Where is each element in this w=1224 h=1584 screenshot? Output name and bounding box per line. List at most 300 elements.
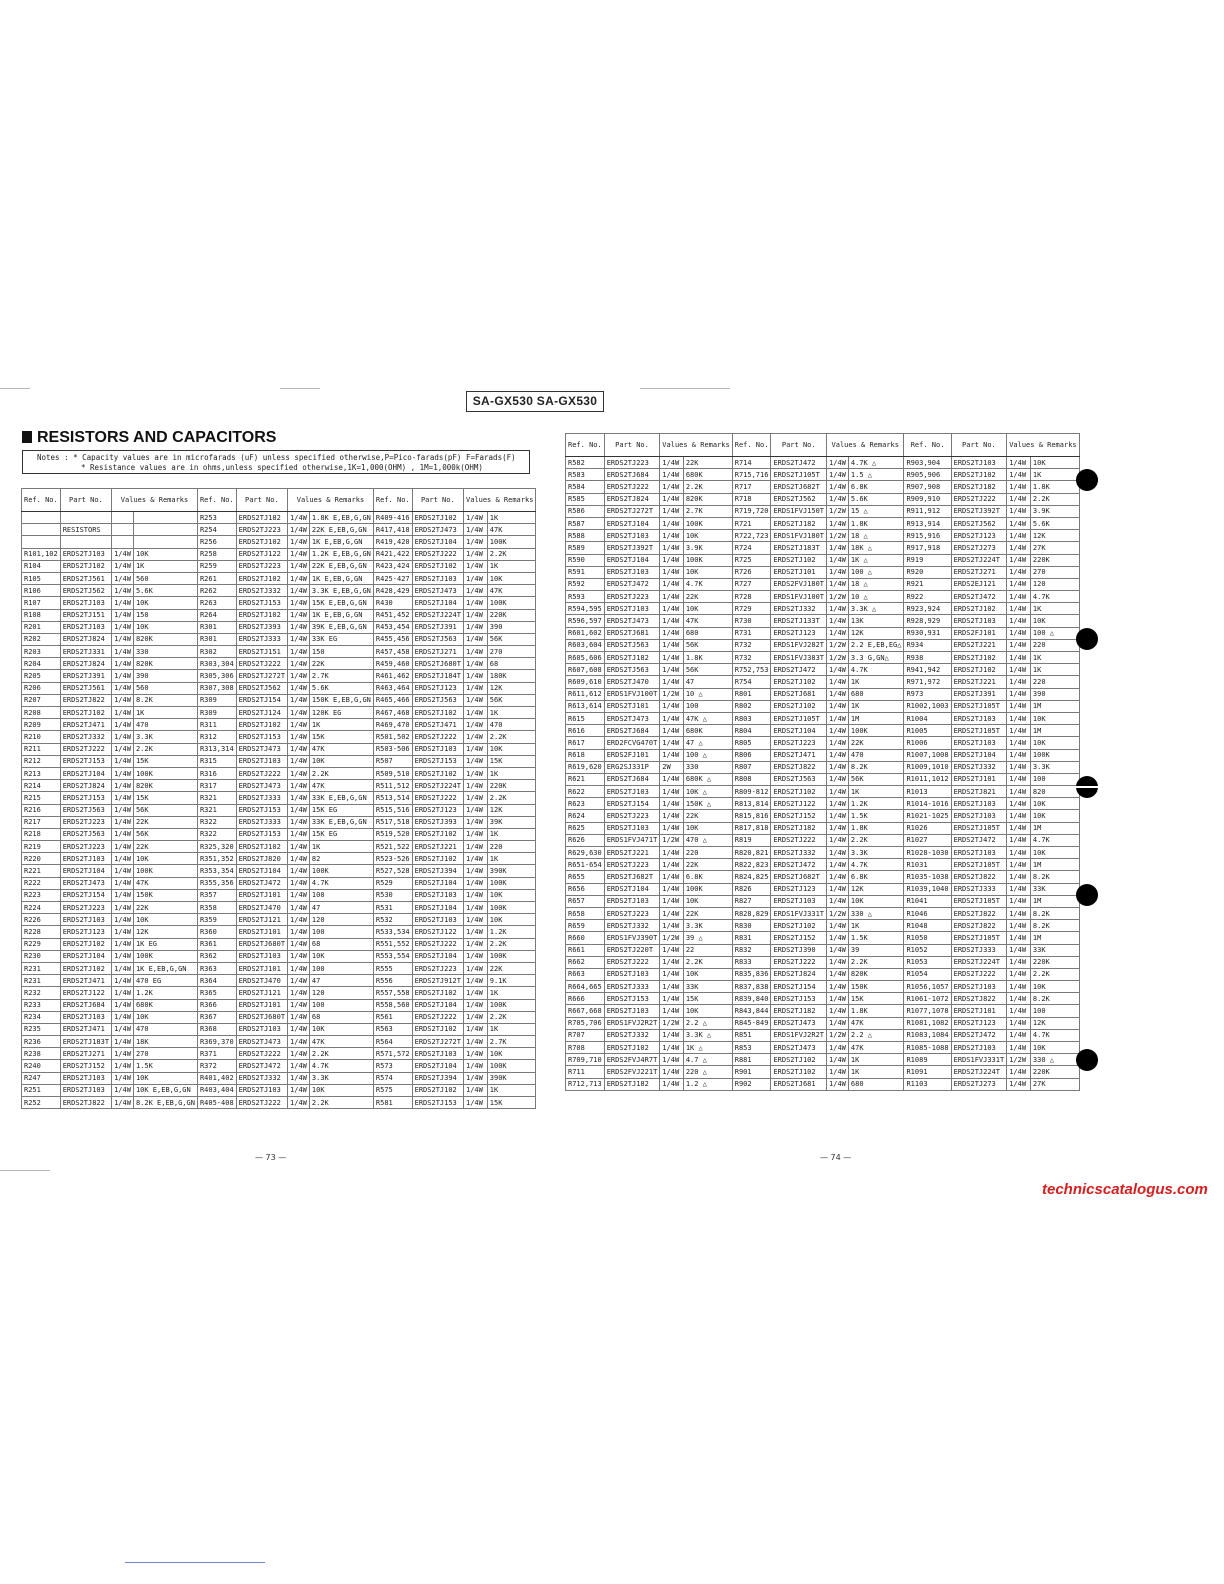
value-cell: 33K E,EB,G,GN <box>309 792 373 804</box>
wattage-cell: 1/4W <box>288 1023 310 1035</box>
part-no-cell: ERDS2TJ103 <box>951 810 1007 822</box>
ref-no-cell: R728 <box>732 591 771 603</box>
ref-no-cell: R321 <box>197 804 236 816</box>
ref-no-cell: R305,306 <box>197 670 236 682</box>
value-cell: 1.2K <box>133 987 197 999</box>
value-cell: 8.2K <box>1030 920 1079 932</box>
wattage-cell: 1/4W <box>112 1011 134 1023</box>
wattage-cell: 1/4W <box>288 950 310 962</box>
part-no-cell: ERDS2TJ105T <box>951 700 1007 712</box>
value-cell: 100K <box>487 950 536 962</box>
wattage-cell: 1/4W <box>827 1054 849 1066</box>
value-cell: 3.9K <box>1030 505 1079 517</box>
ref-no-cell: R583 <box>566 469 605 481</box>
value-cell: 12K <box>848 627 904 639</box>
ref-no-cell: R666 <box>566 993 605 1005</box>
wattage-cell: 1/4W <box>288 707 310 719</box>
part-no-cell: ERDS2TJ103 <box>412 914 463 926</box>
ref-no-cell: R917,918 <box>904 542 951 554</box>
value-cell: 3.9K <box>683 542 732 554</box>
part-no-cell: ERDS2FVJ4R7T <box>604 1054 660 1066</box>
table-row <box>566 493 1080 505</box>
wattage-cell: 1/4W <box>463 743 487 755</box>
table-row <box>22 560 536 572</box>
table-row <box>22 682 536 694</box>
wattage-cell: 1/4W <box>1007 932 1031 944</box>
ref-no-cell: R629,630 <box>566 847 605 859</box>
ref-no-cell: R105 <box>22 572 61 584</box>
part-no-cell: ERDS1FVJ100T <box>604 688 660 700</box>
ref-no-cell: R1091 <box>904 1066 951 1078</box>
table-row <box>566 700 1080 712</box>
value-cell: 8.2K <box>1030 871 1079 883</box>
wattage-cell: 1/4W <box>112 914 134 926</box>
wattage-cell: 1/4W <box>288 1048 310 1060</box>
value-cell: 47K <box>683 615 732 627</box>
table-row <box>566 761 1080 773</box>
ref-no-cell: R229 <box>22 938 61 950</box>
part-no-cell: ERDS2TJ472 <box>236 1060 287 1072</box>
ref-no-cell: R204 <box>22 658 61 670</box>
ref-no-cell: R513,514 <box>373 792 412 804</box>
part-no-cell: ERDS2TJ223 <box>60 816 111 828</box>
value-cell <box>133 536 197 548</box>
part-no-cell: ERDS2TJ101 <box>236 962 287 974</box>
wattage-cell: 1/4W <box>112 780 134 792</box>
ref-no-cell: R923,924 <box>904 603 951 615</box>
value-cell: 10K △ <box>683 786 732 798</box>
ref-no-cell: R530 <box>373 889 412 901</box>
value-cell: 18 △ <box>848 578 904 590</box>
part-no-cell: ERDS2TJ563 <box>60 804 111 816</box>
ref-no-cell: R231 <box>22 962 61 974</box>
wattage-cell: 1/4W <box>1007 481 1031 493</box>
table-row <box>566 1042 1080 1054</box>
scan-artifact-line <box>280 388 320 389</box>
value-cell: 1K <box>487 828 536 840</box>
part-no-cell: ERDS2TJ102 <box>771 700 827 712</box>
part-no-cell: ERDS2TJ472 <box>951 834 1007 846</box>
ref-no-cell: R251 <box>22 1084 61 1096</box>
wattage-cell: 1/4W <box>1007 505 1031 517</box>
ref-no-cell: R401,402 <box>197 1072 236 1084</box>
ref-no-cell: R263 <box>197 597 236 609</box>
ref-no-cell: R215 <box>22 792 61 804</box>
wattage-cell: 1/4W <box>660 847 684 859</box>
part-no-cell: ERDS2TJ104 <box>412 536 463 548</box>
part-no-cell: ERDS2TJ103 <box>412 889 463 901</box>
value-cell: 33K <box>1030 883 1079 895</box>
value-cell: 100K <box>487 597 536 609</box>
ref-no-cell: R1081,1082 <box>904 1017 951 1029</box>
value-cell <box>133 512 197 524</box>
part-no-cell: ERDS2TJ102 <box>771 554 827 566</box>
value-cell: 10K <box>1030 810 1079 822</box>
ref-no-cell: R573 <box>373 1060 412 1072</box>
value-cell: 120 <box>1030 578 1079 590</box>
wattage-cell: 1/4W <box>288 962 310 974</box>
table-row <box>566 676 1080 688</box>
part-no-cell: ERDS2TJ102 <box>951 603 1007 615</box>
value-cell: 1K <box>848 1054 904 1066</box>
value-cell: 330 △ <box>1030 1054 1079 1066</box>
wattage-cell: 1/4W <box>463 512 487 524</box>
value-cell: 68 <box>309 938 373 950</box>
ref-no-cell: R605,606 <box>566 652 605 664</box>
wattage-cell: 1/4W <box>1007 1017 1031 1029</box>
wattage-cell: 1/4W <box>827 895 849 907</box>
wattage-cell: 1/4W <box>288 792 310 804</box>
value-cell: 220K <box>487 609 536 621</box>
value-cell: 2.2K <box>487 938 536 950</box>
part-no-cell: ERDS2TJ123 <box>60 926 111 938</box>
value-cell: 100K <box>487 877 536 889</box>
table-row <box>566 968 1080 980</box>
table-row <box>566 749 1080 761</box>
wattage-cell: 1/4W <box>463 804 487 816</box>
part-no-cell: ERDS2TJ102 <box>60 962 111 974</box>
column-header-part: Part No. <box>412 489 463 512</box>
wattage-cell: 1/4W <box>112 1048 134 1060</box>
part-no-cell: ERDS2TJ102 <box>412 987 463 999</box>
part-no-cell: ERDS2TJ562 <box>236 682 287 694</box>
wattage-cell: 1/4W <box>112 962 134 974</box>
ref-no-cell: R651-654 <box>566 859 605 871</box>
wattage-cell: 1/4W <box>1007 956 1031 968</box>
value-cell: 15K <box>133 755 197 767</box>
wattage-cell: 1/4W <box>288 889 310 901</box>
value-cell: 560 <box>133 682 197 694</box>
ref-no-cell: R503-506 <box>373 743 412 755</box>
ref-no-cell: R563 <box>373 1023 412 1035</box>
value-cell: 680 <box>848 688 904 700</box>
part-no-cell: ERDS2TJ153 <box>60 755 111 767</box>
value-cell: 56K <box>848 773 904 785</box>
value-cell: 1K <box>848 1066 904 1078</box>
column-header-values: Values & Remarks <box>463 489 535 512</box>
value-cell: 2.2K <box>683 481 732 493</box>
ref-no-cell: R210 <box>22 731 61 743</box>
part-no-cell: ERDS2TJ103 <box>604 786 660 798</box>
value-cell: 680 <box>848 1078 904 1090</box>
value-cell: 15K <box>487 755 536 767</box>
part-no-cell: ERDS2TJ154 <box>771 981 827 993</box>
part-no-cell: ERDS2TJ103 <box>604 530 660 542</box>
table-row <box>566 981 1080 993</box>
binder-hole-icon <box>1076 1049 1098 1071</box>
ref-no-cell: R588 <box>566 530 605 542</box>
part-no-cell: ERDS2TJ472 <box>771 457 827 469</box>
value-cell: 47K <box>309 743 373 755</box>
value-cell: 1.8K <box>848 822 904 834</box>
wattage-cell: 1/2W <box>827 530 849 542</box>
ref-no-cell: R457,458 <box>373 646 412 658</box>
ref-no-cell: R930,931 <box>904 627 951 639</box>
ref-no-cell: R1011,1012 <box>904 773 951 785</box>
value-cell: 4.7K <box>1030 591 1079 603</box>
ref-no-cell: R234 <box>22 1011 61 1023</box>
table-row <box>22 828 536 840</box>
wattage-cell: 1/4W <box>827 481 849 493</box>
part-no-cell: ERDS2TJ103 <box>236 950 287 962</box>
wattage-cell: 1/4W <box>288 633 310 645</box>
wattage-cell: 1/4W <box>660 871 684 883</box>
wattage-cell: 1/4W <box>112 816 134 828</box>
part-no-cell: ERDS1FVJ282T <box>771 639 827 651</box>
ref-no-cell: R729 <box>732 603 771 615</box>
wattage-cell: 1/4W <box>827 981 849 993</box>
ref-no-cell: R707 <box>566 1029 605 1041</box>
part-no-cell: ERDS2TJ332 <box>951 761 1007 773</box>
part-no-cell: ERDS2TJ103 <box>951 712 1007 724</box>
wattage-cell: 1/4W <box>660 822 684 834</box>
part-no-cell: ERDS2TJ392T <box>604 542 660 554</box>
part-no-cell: ERDS2TJ103 <box>60 597 111 609</box>
wattage-cell: 1/4W <box>660 603 684 615</box>
wattage-cell: 1/4W <box>463 1011 487 1023</box>
value-cell: 3.3K <box>309 1072 373 1084</box>
value-cell: 18 △ <box>848 530 904 542</box>
table-row <box>22 597 536 609</box>
ref-no-cell: R315 <box>197 755 236 767</box>
ref-no-cell <box>22 512 61 524</box>
value-cell: 680K △ <box>683 773 732 785</box>
part-no-cell: ERDS2TJ563 <box>60 828 111 840</box>
value-cell: 3.3K <box>1030 761 1079 773</box>
table-row <box>22 719 536 731</box>
wattage-cell: 1/4W <box>660 1066 684 1078</box>
ref-no-cell: R351,352 <box>197 853 236 865</box>
ref-no-cell: R719,720 <box>732 505 771 517</box>
value-cell: 10K <box>487 889 536 901</box>
wattage-cell: 1/4W <box>660 859 684 871</box>
table-row <box>22 1084 536 1096</box>
wattage-cell: 1/4W <box>112 621 134 633</box>
part-no-cell: ERDS2TJ472 <box>951 1029 1007 1041</box>
ref-no-cell: R624 <box>566 810 605 822</box>
wattage-cell: 1/4W <box>463 780 487 792</box>
part-no-cell: ERDS2TJ332 <box>771 603 827 615</box>
value-cell: 1.8K <box>848 517 904 529</box>
ref-no-cell: R625 <box>566 822 605 834</box>
part-no-cell: ERDS2TJ271 <box>60 1048 111 1060</box>
ref-no-cell: R1006 <box>904 737 951 749</box>
ref-no-cell: R558,560 <box>373 999 412 1011</box>
part-no-cell: ERDS2TJ182 <box>771 822 827 834</box>
ref-no-cell: R421,422 <box>373 548 412 560</box>
value-cell: 1K <box>309 841 373 853</box>
wattage-cell: 1/4W <box>660 798 684 810</box>
binder-hole-icon <box>1076 884 1098 906</box>
value-cell: 10K <box>487 572 536 584</box>
table-row <box>22 816 536 828</box>
wattage-cell: 1/4W <box>112 987 134 999</box>
value-cell: 27K <box>1030 542 1079 554</box>
wattage-cell: 1/4W <box>288 658 310 670</box>
value-cell: 1K <box>1030 664 1079 676</box>
value-cell: 6.8K <box>848 871 904 883</box>
value-cell: 100 <box>309 889 373 901</box>
wattage-cell: 1/4W <box>288 853 310 865</box>
part-no-cell: ERDS2TJ684 <box>604 469 660 481</box>
value-cell: 1M <box>1030 700 1079 712</box>
value-cell: 1K <box>848 920 904 932</box>
wattage-cell: 1/4W <box>1007 895 1031 907</box>
wattage-cell: 1/4W <box>463 1023 487 1035</box>
wattage-cell: 1/4W <box>112 548 134 560</box>
wattage-cell: 1/4W <box>288 585 310 597</box>
wattage-cell: 1/4W <box>1007 566 1031 578</box>
wattage-cell: 1/4W <box>1007 542 1031 554</box>
column-header-part: Part No. <box>236 489 287 512</box>
table-row <box>22 999 536 1011</box>
value-cell: 22K <box>487 962 536 974</box>
value-cell: 10K <box>848 895 904 907</box>
wattage-cell: 1/4W <box>1007 688 1031 700</box>
table-row <box>566 554 1080 566</box>
wattage-cell: 1/4W <box>1007 652 1031 664</box>
ref-no-cell: R405-408 <box>197 1097 236 1109</box>
ref-no-cell: R754 <box>732 676 771 688</box>
wattage-cell: 1/4W <box>463 1048 487 1060</box>
part-no-cell: ERDS2TJ122 <box>60 987 111 999</box>
value-cell: 8.2K <box>1030 993 1079 1005</box>
ref-no-cell: R207 <box>22 694 61 706</box>
wattage-cell: 1/4W <box>660 1042 684 1054</box>
part-no-cell: ERDS2TJ271 <box>951 566 1007 578</box>
wattage-cell: 1/4W <box>288 841 310 853</box>
part-no-cell: ERDS2TJ824 <box>60 658 111 670</box>
table-row <box>566 1078 1080 1090</box>
wattage-cell: 1/4W <box>463 548 487 560</box>
wattage-cell: 1/4W <box>827 932 849 944</box>
part-no-cell: ERDS2TJ272T <box>236 670 287 682</box>
value-cell: 8.2K <box>848 761 904 773</box>
value-cell: 100K <box>133 950 197 962</box>
wattage-cell: 1/4W <box>463 719 487 731</box>
value-cell: 56K <box>683 639 732 651</box>
value-cell: 10K <box>1030 981 1079 993</box>
ref-no-cell: R371 <box>197 1048 236 1060</box>
wattage-cell: 1/4W <box>827 554 849 566</box>
ref-no-cell: R1007,1008 <box>904 749 951 761</box>
wattage-cell: 1/4W <box>463 975 487 987</box>
ref-no-cell: R222 <box>22 877 61 889</box>
table-row <box>566 1017 1080 1029</box>
part-no-cell: ERDS2TJ680T <box>412 658 463 670</box>
part-no-cell: ERDS2TJ222 <box>412 548 463 560</box>
ref-no-cell: R355,356 <box>197 877 236 889</box>
column-header-ref: Ref. No. <box>566 434 605 457</box>
table-row <box>566 664 1080 676</box>
value-cell: 4.7K <box>309 877 373 889</box>
ref-no-cell: R313,314 <box>197 743 236 755</box>
value-cell: 10K <box>487 1048 536 1060</box>
part-no-cell: ERDS2TJ223 <box>60 841 111 853</box>
part-no-cell: ERDS2TJ224T <box>412 609 463 621</box>
part-no-cell: ERDS2TJ104 <box>236 865 287 877</box>
value-cell: 270 <box>1030 566 1079 578</box>
part-no-cell: ERDS2TJ152 <box>771 932 827 944</box>
ref-no-cell: R921 <box>904 578 951 590</box>
wattage-cell: 1/4W <box>112 743 134 755</box>
value-cell: 220K <box>1030 554 1079 566</box>
wattage-cell: 1/4W <box>827 968 849 980</box>
part-no-cell: ERDS2TJ121 <box>236 914 287 926</box>
column-header-ref: Ref. No. <box>373 489 412 512</box>
ref-no-cell: R1085-1088 <box>904 1042 951 1054</box>
table-row <box>566 920 1080 932</box>
part-no-cell: ERDS2TJ103 <box>60 1011 111 1023</box>
wattage-cell: 1/4W <box>112 926 134 938</box>
wattage-cell: 1/4W <box>288 548 310 560</box>
ref-no-cell: R366 <box>197 999 236 1011</box>
wattage-cell: 1/4W <box>112 877 134 889</box>
part-no-cell: RESISTORS <box>60 524 111 536</box>
wattage-cell: 1/4W <box>288 902 310 914</box>
part-no-cell: ERDS2TJ153 <box>236 828 287 840</box>
part-no-cell: ERDS2TJ222 <box>236 658 287 670</box>
part-no-cell: ERDS2FVJ180T <box>771 578 827 590</box>
value-cell: 10K <box>487 743 536 755</box>
table-row <box>566 457 1080 469</box>
ref-no-cell: R582 <box>566 457 605 469</box>
ref-no-cell: R219 <box>22 841 61 853</box>
table-row <box>22 926 536 938</box>
wattage-cell: 1/4W <box>827 810 849 822</box>
value-cell: 18K △ <box>848 542 904 554</box>
part-no-cell: ERDS2TJ102 <box>412 853 463 865</box>
ref-no-cell: R230 <box>22 950 61 962</box>
value-cell: 12K <box>487 682 536 694</box>
wattage-cell: 1/4W <box>288 1060 310 1072</box>
wattage-cell: 1/4W <box>288 682 310 694</box>
wattage-cell: 1/4W <box>1007 615 1031 627</box>
value-cell: 820K <box>133 658 197 670</box>
ref-no-cell: R417,418 <box>373 524 412 536</box>
value-cell: 1K <box>848 676 904 688</box>
part-no-cell: ERDS1FVJ100T <box>771 591 827 603</box>
wattage-cell: 1/2W <box>827 639 849 651</box>
ref-no-cell: R922 <box>904 591 951 603</box>
value-cell: 390 <box>1030 688 1079 700</box>
wattage-cell: 1/4W <box>463 572 487 584</box>
value-cell: 9.1K <box>487 975 536 987</box>
table-row <box>22 731 536 743</box>
ref-no-cell: R804 <box>732 725 771 737</box>
value-cell: 12K <box>1030 530 1079 542</box>
value-cell: 56K <box>133 828 197 840</box>
wattage-cell: 1/4W <box>463 962 487 974</box>
part-no-cell: ERDS2TJ471 <box>771 749 827 761</box>
part-no-cell: ERDS2FVJ221T <box>604 1066 660 1078</box>
wattage-cell: 1/4W <box>1007 859 1031 871</box>
wattage-cell: 1/4W <box>660 639 684 651</box>
part-no-cell: ERDS2TJ222 <box>604 956 660 968</box>
part-no-cell: ERDS2TJ104 <box>604 517 660 529</box>
value-cell: 1K <box>487 1023 536 1035</box>
wattage-cell: 1/4W <box>1007 1042 1031 1054</box>
part-no-cell: ERDS2TJ393 <box>412 816 463 828</box>
part-no-cell: ERDS2TJ680T <box>236 938 287 950</box>
ref-no-cell: R419,420 <box>373 536 412 548</box>
value-cell: 1K <box>487 853 536 865</box>
ref-no-cell: R533,534 <box>373 926 412 938</box>
ref-no-cell: R1041 <box>904 895 951 907</box>
value-cell: 820K <box>133 780 197 792</box>
value-cell: 15K <box>848 993 904 1005</box>
part-no-cell: ERDS2TJ103 <box>951 457 1007 469</box>
